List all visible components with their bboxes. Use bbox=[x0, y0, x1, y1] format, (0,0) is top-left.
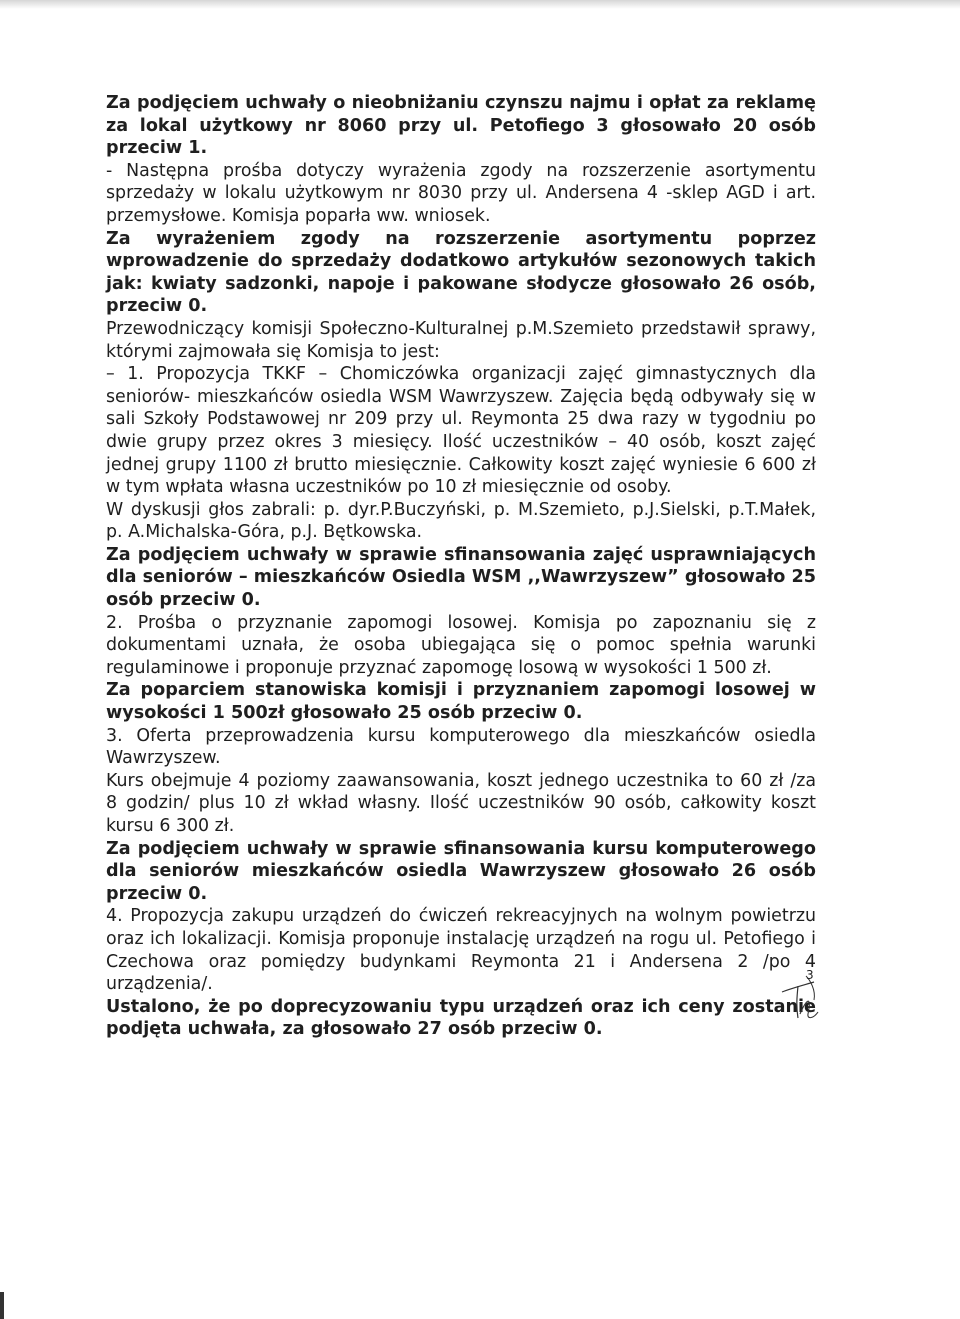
paragraph-discussion: W dyskusji głos zabrali: p. dyr.P.Buczyński, p. M.Szemieto, p.J.Sielski, p.T.Małek, p. A.Michalska-Góra, p.J. Bętkowska. bbox=[106, 499, 816, 543]
paragraph-course-details: Kurs obejmuje 4 poziomy zaawansowania, koszt jednego uczestnika to 60 zł /za 8 godzin/ plus 10 zł wkład własny. Ilość uczestników 90 osób, całkowity koszt kursu 6 300 zł. bbox=[106, 770, 816, 836]
paragraph-committee-chair: Przewodniczący komisji Społeczno-Kulturalnej p.M.Szemieto przedstawił sprawy, którymi zajmowała się Komisja to jest: bbox=[106, 318, 816, 362]
handwritten-initials bbox=[778, 970, 828, 1026]
paragraph-resolution-assortment: Za wyrażeniem zgody na rozszerzenie asortymentu poprzez wprowadzenie do sprzedaży dodatkowo artykułów sezonowych takich jak: kwiaty sadzonki, napoje i pakowane słodycze głosowało 26 osób, przeciw 0. bbox=[106, 228, 816, 317]
paragraph-resolution-seniors-classes: Za podjęciem uchwały w sprawie sfinansowania zajęć usprawniających dla seniorów – mieszkańców Osiedla WSM ,,Wawrzyszew” głosowało 25 osób przeciw 0. bbox=[106, 544, 816, 611]
paragraph-item-3: 3. Oferta przeprowadzenia kursu komputerowego dla mieszkańców osiedla Wawrzyszew. bbox=[106, 725, 816, 769]
scan-edge-top bbox=[0, 0, 960, 9]
paragraph-request-assortment: - Następna prośba dotyczy wyrażenia zgody na rozszerzenie asortymentu sprzedaży w lokalu użytkowym nr 8030 przy ul. Andersena 4 -sklep AGD i art. przemysłowe. Komisja poparła ww. wniosek. bbox=[106, 160, 816, 226]
paragraph-resolution-rent: Za podjęciem uchwały o nieobniżaniu czynszu najmu i opłat za reklamę za lokal użytkowy nr 8060 przy ul. Petofiego 3 głosowało 20 osób przeciw 1. bbox=[106, 93, 816, 159]
paragraph-item-4: 4. Propozycja zakupu urządzeń do ćwiczeń rekreacyjnych na wolnym powietrzu oraz ich lokalizacji. Komisja proponuje instalację urządzeń na rogu ul. Petofiego i Czechowa oraz pomiędzy budynkami Reymonta 21 i Andersena 2 /po 4 urządzenia/. bbox=[106, 906, 816, 995]
paragraph-resolution-equipment: Ustalono, że po doprecyzowaniu typu urządzeń oraz ich ceny zostanie podjęta uchwała, za głosowało 27 osób przeciw 0. bbox=[106, 996, 816, 1040]
paragraph-resolution-course: Za podjęciem uchwały w sprawie sfinansowania kursu komputerowego dla seniorów mieszkańców osiedla Wawrzyszew głosowało 26 osób przeciw 0. bbox=[106, 838, 816, 904]
page-number: 3 bbox=[806, 968, 814, 982]
scan-edge-left bbox=[0, 1292, 4, 1319]
paragraph-resolution-aid: Za poparciem stanowiska komisji i przyznaniem zapomogi losowej w wysokości 1 500zł głosowało 25 osób przeciw 0. bbox=[106, 680, 816, 724]
document-body bbox=[106, 92, 816, 1041]
paragraph-item-2: 2. Prośba o przyznanie zapomogi losowej. Komisja po zapoznaniu się z dokumentami uznała, że osoba ubiegająca się o pomoc spełnia warunki regulaminowe i proponuje przyznać zapomogę losową w wysokości 1 500 zł. bbox=[106, 612, 816, 678]
paragraph-item-1: – 1. Propozycja TKKF – Chomiczówka organizacji zajęć gimnastycznych dla seniorów- mieszkańców osiedla WSM Wawrzyszew. Zajęcia będą odbywały się w sali Szkoły Podstawowej nr 209 przy ul. Reymonta 25 dwa razy w tygodniu po dwie grupy przez okres 3 miesięcy. Ilość uczestników – 40 osób, koszt zajęć jednej grupy 1100 zł brutto miesięcznie. Całkowity koszt zajęć wyniesie 6 600 zł w tym wpłata własna uczestników po 10 zł miesięcznie od osoby. bbox=[106, 364, 816, 498]
